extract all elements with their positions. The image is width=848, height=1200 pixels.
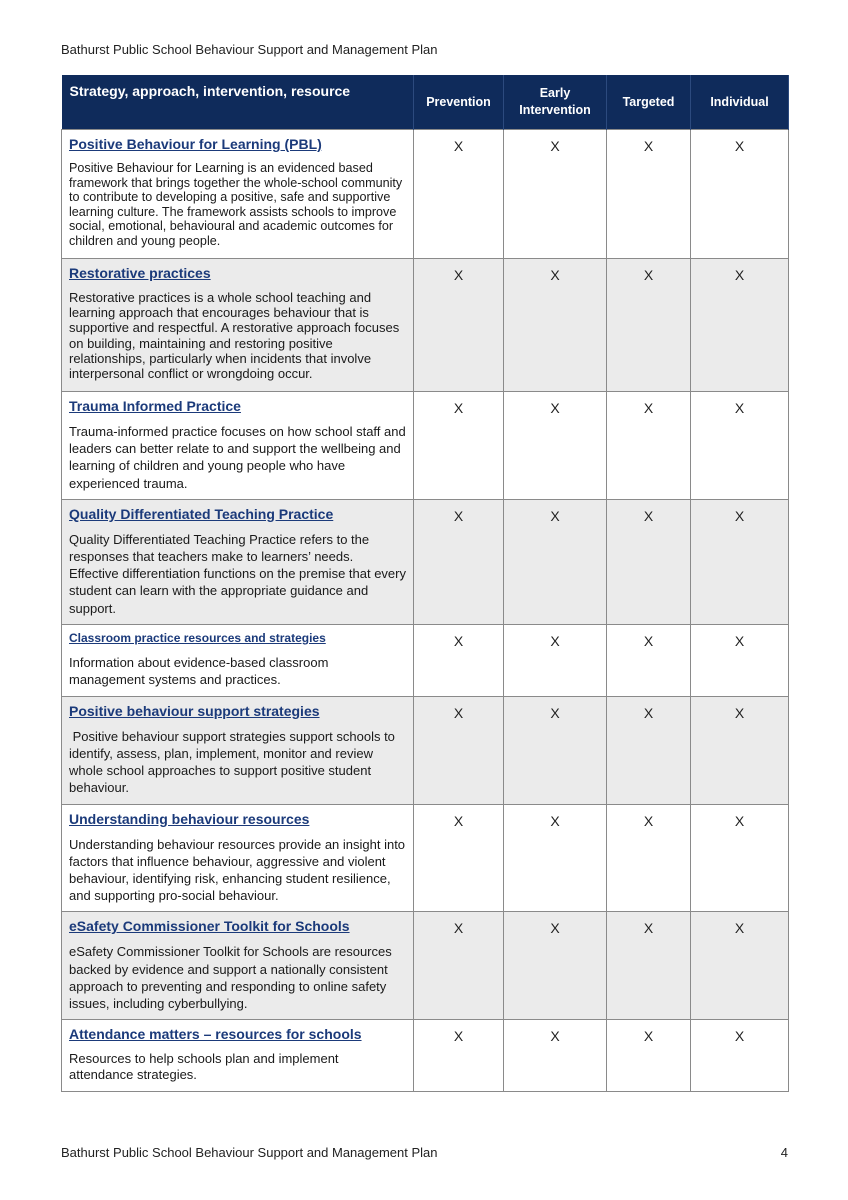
individual-mark: X <box>691 499 789 624</box>
early-intervention-mark: X <box>504 392 607 500</box>
table-row <box>62 392 789 500</box>
strategy-cell <box>62 1020 414 1092</box>
targeted-mark: X <box>607 912 691 1020</box>
table-header-row <box>62 75 789 130</box>
page-footer <box>61 1145 788 1160</box>
resource-description: Information about evidence-based classroom management systems and practices. <box>69 654 329 688</box>
targeted-mark: X <box>607 259 691 392</box>
early-intervention-mark: X <box>504 696 607 804</box>
column-header-individual: Individual <box>691 75 789 130</box>
resource-link[interactable]: eSafety Commissioner Toolkit for Schools <box>69 918 350 935</box>
resource-description: Trauma-informed practice focuses on how school staff and leaders can better relate to and support the wellbeing and learning of children and young people who have experienced trauma. <box>69 424 406 491</box>
prevention-mark: X <box>414 912 504 1020</box>
individual-mark: X <box>691 1020 789 1092</box>
targeted-mark: X <box>607 696 691 804</box>
individual-mark: X <box>691 259 789 392</box>
page-header: Bathurst Public School Behaviour Support and Management Plan <box>61 42 438 57</box>
targeted-mark: X <box>607 499 691 624</box>
resource-description: eSafety Commissioner Toolkit for Schools are resources backed by evidence and support a nationally consistent approach to preventing and responding to online safety issues, including cyberbullying. <box>69 944 392 1012</box>
resource-description: Resources to help schools plan and implement attendance strategies. <box>69 1051 339 1082</box>
individual-mark: X <box>691 130 789 259</box>
targeted-mark: X <box>607 392 691 500</box>
resource-link[interactable]: Understanding behaviour resources <box>69 810 310 827</box>
prevention-mark: X <box>414 1020 504 1092</box>
individual-mark: X <box>691 392 789 500</box>
strategy-cell <box>62 912 414 1020</box>
individual-mark: X <box>691 912 789 1020</box>
resource-description: Quality Differentiated Teaching Practice refers to the responses that teachers make to learners’ needs. Effective differentiation functions on the premise that every student can learn with the appropriate guidance and support. <box>69 531 406 616</box>
prevention-mark: X <box>414 696 504 804</box>
early-intervention-mark: X <box>504 1020 607 1092</box>
resource-description: Positive Behaviour for Learning is an evidenced based framework that brings together the whole-school community to contribute to developing a positive, safe and supportive learning culture. The framework assists schools to improve social, emotional, behavioural and academic outcomes for children and young people. <box>69 161 403 248</box>
individual-mark: X <box>691 624 789 696</box>
individual-mark: X <box>691 804 789 912</box>
table-row <box>62 624 789 696</box>
table-row <box>62 259 789 392</box>
table-row <box>62 1020 789 1092</box>
resource-description: Restorative practices is a whole school teaching and learning approach that encourages behaviour that is supportive and respectful. A restorative approach focuses on building, maintaining and restoring positive relationships, particularly when incidents that involve interpersonal conflict or wrongdoing occur. <box>69 290 400 382</box>
resource-description: Positive behaviour support strategies support schools to identify, assess, plan, implement, monitor and review whole school approaches to support positive student behaviour. <box>69 728 399 796</box>
resource-link[interactable]: Quality Differentiated Teaching Practice <box>69 505 334 522</box>
strategy-cell <box>62 130 414 259</box>
table-row <box>62 912 789 1020</box>
early-intervention-mark: X <box>504 912 607 1020</box>
resource-link[interactable]: Classroom practice resources and strategies <box>69 630 326 645</box>
individual-mark: X <box>691 696 789 804</box>
strategy-cell <box>62 392 414 500</box>
table-row <box>62 130 789 259</box>
page-number: 4 <box>780 1145 788 1160</box>
resource-link[interactable]: Trauma Informed Practice <box>69 398 241 414</box>
early-intervention-mark: X <box>504 624 607 696</box>
targeted-mark: X <box>607 624 691 696</box>
resource-link[interactable]: Positive behaviour support strategies <box>69 702 320 719</box>
prevention-mark: X <box>414 499 504 624</box>
early-intervention-mark: X <box>504 804 607 912</box>
prevention-mark: X <box>414 259 504 392</box>
column-header-prevention: Prevention <box>414 75 504 130</box>
column-header-early-intervention: Early Intervention <box>504 75 607 130</box>
prevention-mark: X <box>414 130 504 259</box>
footer-title: Bathurst Public School Behaviour Support and Management Plan <box>61 1145 438 1160</box>
targeted-mark: X <box>607 1020 691 1092</box>
prevention-mark: X <box>414 624 504 696</box>
strategy-cell <box>62 499 414 624</box>
targeted-mark: X <box>607 804 691 912</box>
column-header-targeted: Targeted <box>607 75 691 130</box>
resource-link[interactable]: Positive Behaviour for Learning (PBL) <box>69 136 322 152</box>
prevention-mark: X <box>414 392 504 500</box>
table-row <box>62 696 789 804</box>
strategy-table <box>61 75 789 1092</box>
strategy-cell <box>62 804 414 912</box>
strategy-cell <box>62 696 414 804</box>
resource-link[interactable]: Attendance matters – resources for schools <box>69 1026 362 1043</box>
column-header-strategy: Strategy, approach, intervention, resource <box>62 75 414 130</box>
strategy-cell <box>62 624 414 696</box>
early-intervention-mark: X <box>504 130 607 259</box>
prevention-mark: X <box>414 804 504 912</box>
resource-link[interactable]: Restorative practices <box>69 265 211 281</box>
targeted-mark: X <box>607 130 691 259</box>
table-row <box>62 804 789 912</box>
table-row <box>62 499 789 624</box>
strategy-cell <box>62 259 414 392</box>
resource-description: Understanding behaviour resources provide an insight into factors that influence behaviour, aggressive and violent behaviour, identifying risk, enhancing student resilience, and supporting pro-social behaviour. <box>69 836 406 904</box>
early-intervention-mark: X <box>504 499 607 624</box>
early-intervention-mark: X <box>504 259 607 392</box>
